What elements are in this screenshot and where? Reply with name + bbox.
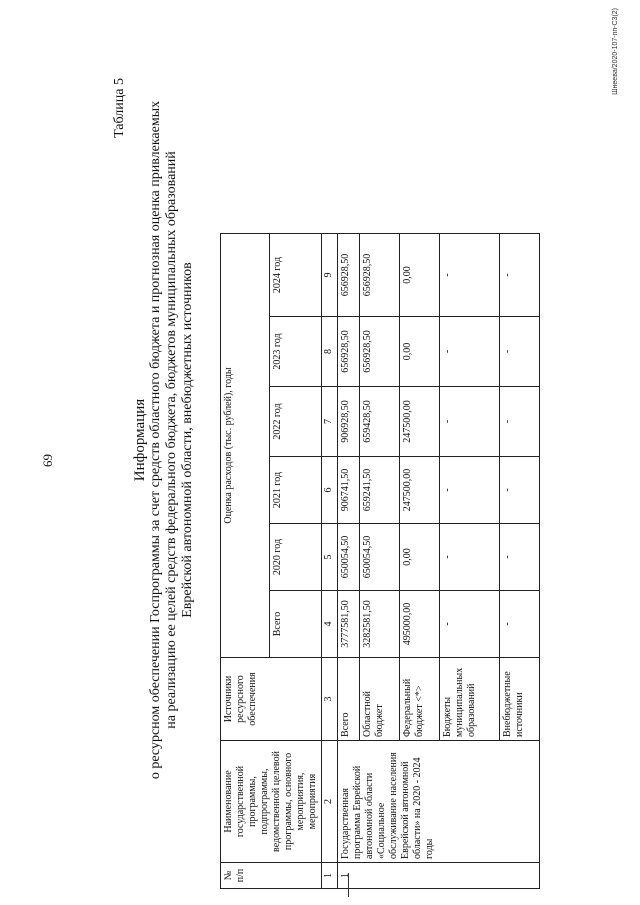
value-cell: 650054,50 [360,524,400,591]
value-cell: 3777581,50 [338,591,360,658]
value-cell: 247500,00 [400,387,440,457]
value-cell: - [500,591,540,658]
value-cell: 0,00 [400,234,440,317]
document-code: Шнеева/2020-107-пп-C3(2) [612,8,619,95]
value-cell: - [440,234,500,317]
header-2020: 2020 год [270,524,322,591]
value-cell: - [500,457,540,524]
value-cell: - [440,591,500,658]
row-number-cell: 1 [338,863,540,889]
value-cell: 247500,00 [400,457,440,524]
column-number: 3 [322,658,338,741]
value-cell: - [500,234,540,317]
funding-source-cell: Всего [338,658,360,741]
value-cell: - [500,317,540,387]
value-cell: 659428,50 [360,387,400,457]
header-total: Всего [270,591,322,658]
header-2022: 2022 год [270,387,322,457]
value-cell: - [500,387,540,457]
resource-table [220,233,540,889]
header-2024: 2024 год [270,234,322,317]
heading-line-2: о ресурсном обеспечении Госпрограммы за счет средств областного бюджета и прогнозная оценка привлекаемых [148,100,163,780]
header-sources: Источники ресурсного обеспечения [221,658,322,741]
table-row [338,234,360,889]
funding-source-cell: Внебюджетные источники [500,658,540,741]
value-cell: 0,00 [400,317,440,387]
funding-source-cell: Бюджеты муниципальных образований [440,658,500,741]
funding-source-cell: Областной бюджет [360,658,400,741]
heading-line-4: Еврейской автономной области, внебюджетных источников [180,262,195,618]
heading-line-1: Информация [132,398,148,482]
heading-line-3: на реализацию ее целей средств федерального бюджета, бюджетов муниципальных образований [164,151,179,729]
column-number: 5 [322,524,338,591]
column-number: 4 [322,591,338,658]
table-label: Таблица 5 [112,78,127,138]
column-number: 1 [322,863,338,889]
value-cell: 656928,50 [360,234,400,317]
page-number: 69 [40,454,55,467]
value-cell: 3282581,50 [360,591,400,658]
table-header-row [221,234,270,889]
header-number: № п/п [221,863,322,889]
column-number: 6 [322,457,338,524]
column-number: 7 [322,387,338,457]
column-number: 2 [322,741,338,863]
value-cell: - [500,524,540,591]
value-cell: - [440,317,500,387]
header-2021: 2021 год [270,457,322,524]
value-cell: 495000,00 [400,591,440,658]
header-estimate: Оценка расходов (тыс. рублей), годы [221,234,270,658]
value-cell: - [440,457,500,524]
program-name-cell: Государственная программа Еврейской автономной области «Социальное обслуживание населения Еврейской автономной области» на 2020 - 2024 годы [338,741,540,863]
value-cell: 650054,50 [338,524,360,591]
value-cell: - [440,524,500,591]
column-number: 8 [322,317,338,387]
value-cell: 906741,50 [338,457,360,524]
document-heading [132,95,196,785]
value-cell: 0,00 [400,524,440,591]
value-cell: 659241,50 [360,457,400,524]
funding-source-cell: Федеральный бюджет <*> [400,658,440,741]
footnote-separator [348,873,349,897]
column-number-row [322,234,338,889]
value-cell: 656928,50 [338,234,360,317]
header-2023: 2023 год [270,317,322,387]
column-number: 9 [322,234,338,317]
header-name: Наименование государственной программы, подпрограммы, ведомственной целевой программы, основного мероприятия, мероприятия [221,741,322,863]
value-cell: 656928,50 [338,317,360,387]
value-cell: 906928,50 [338,387,360,457]
value-cell: - [440,387,500,457]
value-cell: 656928,50 [360,317,400,387]
